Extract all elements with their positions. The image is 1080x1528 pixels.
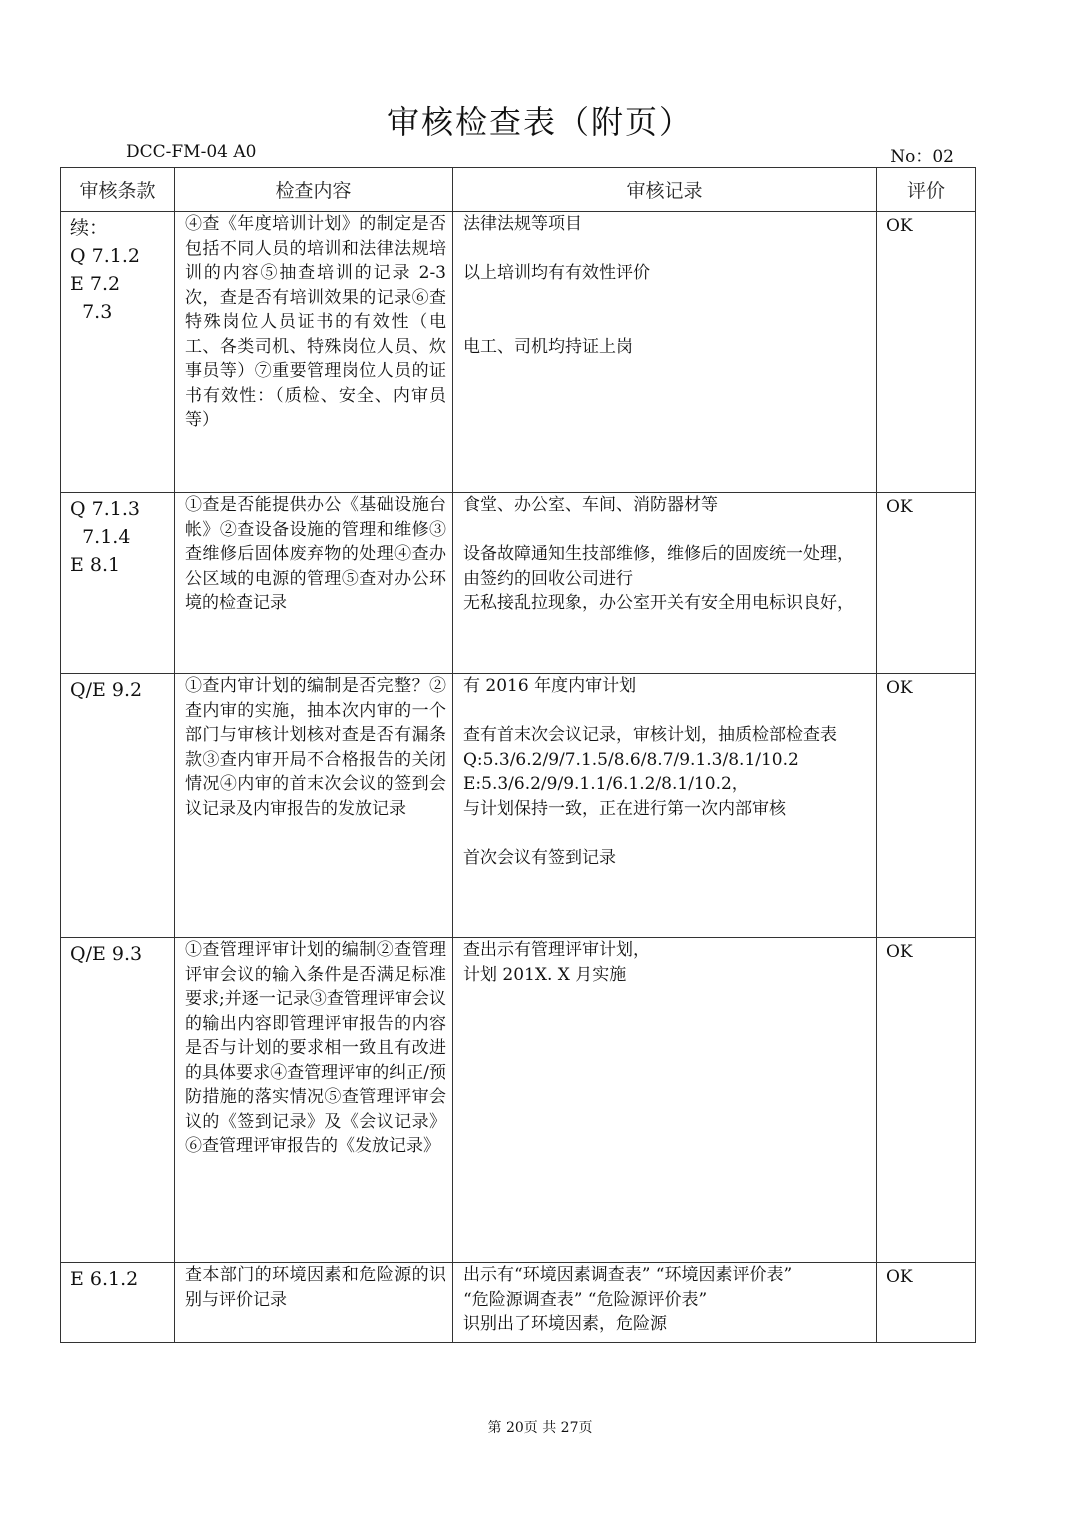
record-line (463, 310, 870, 335)
record-line: “危险源调查表” “危险源评价表” (463, 1289, 708, 1310)
page-title: 审核检查表（附页） (386, 103, 693, 141)
record-line (463, 821, 870, 846)
document-code: DCC-FM-04 A0 (126, 142, 257, 162)
content-cell: ①查是否能提供办公《基础设施台帐》②查设备设施的管理和维修③查维修后固体废弃物的处理④查办公区域的电源的管理⑤查对办公环境的检查记录 (175, 493, 453, 674)
evaluation-cell: OK (877, 938, 976, 1263)
clause-cell: Q/E 9.2 (61, 674, 175, 938)
record-line: 法律法规等项目 (463, 214, 582, 234)
table-row (61, 1263, 976, 1343)
evaluation-cell: OK (877, 493, 976, 674)
table-row (61, 938, 976, 1263)
content-cell: ④查《年度培训计划》的制定是否包括不同人员的培训和法律法规培训的内容⑤抽查培训的记录 2-3 次，查是否有培训效果的记录⑥查特殊岗位人员证书的有效性（电工、各类司机、特殊岗位人员、炊事员等）⑦重要管理岗位人员的证书有效性：（质检、安全、内审员等） (175, 212, 453, 493)
evaluation-cell: OK (877, 212, 976, 493)
record-cell (453, 1263, 877, 1343)
record-line: 无私接乱拉现象，办公室开关有安全用电标识良好， (463, 593, 854, 613)
record-line: 查有首末次会议记录，审核计划，抽质检部检查表 Q:5.3/6.2/9/7.1.5/8.6/8.7/9.1.3/8.1/10.2 E:5.3/6.2/9/9.1.1/6.1.2/8.1/10.2， (463, 725, 837, 794)
record-line (463, 699, 870, 724)
record-line: 电工、司机均持证上岗 (463, 336, 633, 357)
clause-cell: 续： Q 7.1.2 E 7.2 7.3 (61, 212, 175, 493)
column-header-clause: 审核条款 (61, 168, 175, 212)
record-cell (453, 212, 877, 493)
page-footer: 第 20页 共 27页 (487, 1420, 593, 1436)
audit-checklist-table (60, 167, 976, 1343)
table-row (61, 674, 976, 938)
record-line (463, 518, 870, 543)
record-line (463, 286, 870, 311)
evaluation-cell: OK (877, 1263, 976, 1343)
record-line: 有 2016 年度内审计划 (463, 676, 637, 696)
record-cell (453, 938, 877, 1263)
table-header-row (61, 168, 976, 212)
content-cell: ①查管理评审计划的编制②查管理评审会议的输入条件是否满足标准要求;并逐一记录③查管理评审会议的输出内容即管理评审报告的内容是否与计划的要求相一致且有改进的具体要求④查管理评审的纠正/预防措施的落实情况⑤查管理评审会议的《签到记录》及《会议记录》⑥查管理评审报告的《发放记录》 (175, 938, 453, 1263)
evaluation-cell: OK (877, 674, 976, 938)
record-cell (453, 674, 877, 938)
record-line: 计划 201X. X 月实施 (463, 964, 627, 985)
content-cell: 查本部门的环境因素和危险源的识别与评价记录 (175, 1263, 453, 1343)
record-cell (453, 493, 877, 674)
column-header-record: 审核记录 (453, 168, 877, 212)
record-line: 设备故障通知生技部维修，维修后的固废统一处理，由签约的回收公司进行 (463, 544, 854, 589)
record-line: 食堂、办公室、车间、消防器材等 (463, 495, 718, 515)
clause-cell: E 6.1.2 (61, 1263, 175, 1343)
record-line: 出示有“环境因素调查表” “环境因素评价表” (463, 1265, 793, 1285)
record-line (463, 237, 870, 262)
column-header-content: 检查内容 (175, 168, 453, 212)
clause-cell: Q/E 9.3 (61, 938, 175, 1263)
record-line: 以上培训均有有效性评价 (463, 263, 650, 283)
document-number: No：02 (890, 147, 954, 167)
column-header-evaluation: 评价 (877, 168, 976, 212)
record-line: 查出示有管理评审计划， (463, 940, 650, 960)
table-row (61, 212, 976, 493)
content-cell: ①查内审计划的编制是否完整？②查内审的实施，抽本次内审的一个部门与审核计划核对查是否有漏条款③查内审开局不合格报告的关闭情况④内审的首末次会议的签到会议记录及内审报告的发放记录 (175, 674, 453, 938)
table-row (61, 493, 976, 674)
clause-cell: Q 7.1.3 7.1.4 E 8.1 (61, 493, 175, 674)
record-line: 识别出了环境因素，危险源 (463, 1314, 667, 1334)
record-line: 首次会议有签到记录 (463, 847, 616, 868)
record-line: 与计划保持一致，正在进行第一次内部审核 (463, 798, 786, 819)
